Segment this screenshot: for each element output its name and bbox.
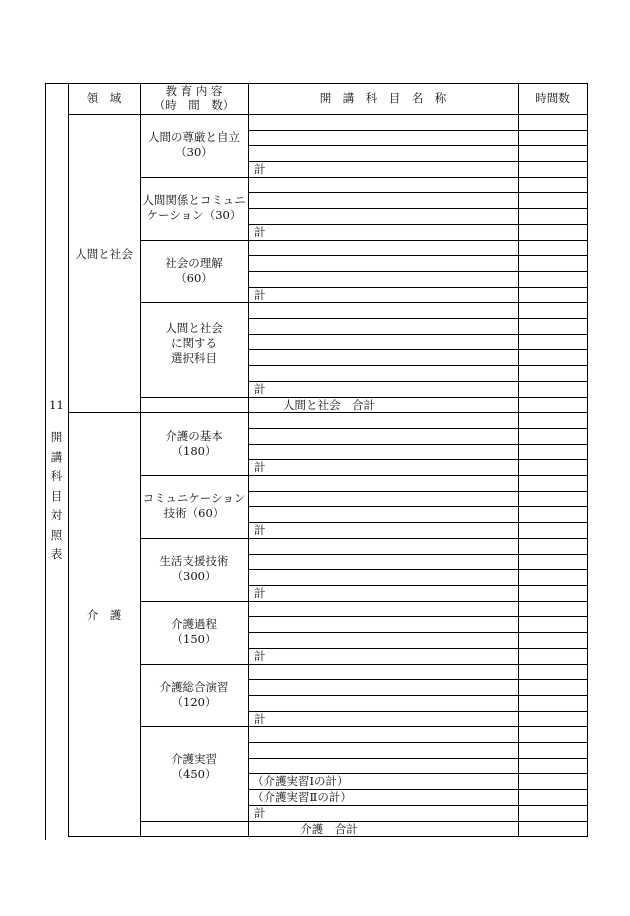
subtotal-label: 計 [254, 162, 266, 176]
content-group-label: （180） [171, 444, 217, 458]
row-rule [248, 208, 588, 209]
domain-total-label: 人間と社会 合計 [283, 398, 375, 412]
header-hours: 時間数 [535, 91, 570, 105]
row-rule [248, 742, 588, 743]
table-top-border [45, 83, 588, 84]
header-bottom-border [68, 114, 588, 115]
subtotal-label: 計 [254, 382, 266, 396]
content-group-label: 技術（60） [163, 506, 225, 520]
header-domain: 領 域 [86, 91, 122, 105]
domain-label: 介 護 [86, 608, 122, 622]
group-bottom-rule [140, 664, 588, 665]
content-group-label: （60） [175, 271, 213, 285]
row-rule [248, 318, 588, 319]
content-group-label: 生活支援技術 [159, 554, 229, 568]
group-bottom-rule [140, 302, 588, 303]
header-subject-name: 開 講 科 目 名 称 [319, 91, 447, 105]
section-title-char: 科 [50, 469, 63, 483]
subtotal-label: 計 [254, 806, 266, 820]
content-group-label: ケーション（30） [146, 208, 242, 222]
practicum1-label: （介護実習Ⅰの計） [252, 774, 349, 788]
row-rule [248, 585, 588, 586]
row-rule [248, 506, 588, 507]
subtotal-label: 計 [254, 288, 266, 302]
subtotal-label: 計 [254, 225, 266, 239]
group-bottom-rule [140, 177, 588, 178]
group-bottom-rule [140, 475, 588, 476]
subtotal-label: 計 [254, 586, 266, 600]
row-rule [248, 569, 588, 570]
subtotal-label: 計 [254, 649, 266, 663]
content-group-label: （150） [171, 632, 217, 646]
section-title-char: 対 [50, 508, 63, 522]
row-rule [248, 428, 588, 429]
content-group-label: （120） [171, 695, 217, 709]
section-title-char: 目 [50, 489, 63, 503]
row-rule [248, 145, 588, 146]
row-rule [248, 381, 588, 382]
row-rule [248, 255, 588, 256]
row-rule [248, 459, 588, 460]
content-group-label: 人間関係とコミュニ [142, 193, 246, 207]
content-group-label: 介護過程 [171, 617, 217, 631]
row-rule [248, 334, 588, 335]
row-rule [248, 130, 588, 131]
section-title-char: 開 [50, 430, 63, 444]
subtotal-label: 計 [254, 712, 266, 726]
content-group-label: 選択科目 [171, 351, 217, 365]
row-rule [248, 365, 588, 366]
domain-total-label: 介護 合計 [300, 822, 358, 836]
domain-label: 人間と社会 [75, 247, 133, 261]
content-group-label: （450） [171, 767, 217, 781]
row-rule [248, 648, 588, 649]
subtotal-label: 計 [254, 460, 266, 474]
domain-bottom-rule [68, 412, 588, 413]
row-rule [248, 632, 588, 633]
row-rule [248, 192, 588, 193]
subtotal-label: 計 [254, 523, 266, 537]
table-right-border [587, 83, 588, 836]
group-bottom-rule [140, 538, 588, 539]
group-bottom-rule [140, 726, 588, 727]
row-rule [248, 758, 588, 759]
content-column-border [248, 83, 249, 836]
row-rule [248, 491, 588, 492]
group-bottom-rule [140, 240, 588, 241]
content-group-label: に関する [171, 336, 217, 350]
section-number: 11 [49, 398, 64, 412]
row-rule [248, 679, 588, 680]
content-group-label: 人間の尊厳と自立 [148, 130, 240, 144]
row-rule [248, 287, 588, 288]
domain-bottom-rule [68, 836, 588, 837]
row-rule [248, 271, 588, 272]
section-title-char: 表 [50, 547, 63, 561]
domain-column-border [140, 83, 141, 836]
row-rule [248, 695, 588, 696]
content-group-label: （300） [171, 569, 217, 583]
practicum2-label: （介護実習Ⅱの計） [252, 790, 352, 804]
row-rule [248, 349, 588, 350]
header-content-line1: 教 育 内 容 [165, 84, 223, 98]
content-group-label: 人間と社会 [165, 321, 223, 335]
row-rule [248, 616, 588, 617]
side-title-border [68, 83, 69, 836]
header-content-line2: （時 間 数） [153, 98, 235, 112]
content-group-label: コミュニケーション [142, 491, 246, 505]
content-group-label: 介護の基本 [165, 429, 223, 443]
row-rule [248, 444, 588, 445]
row-rule [248, 711, 588, 712]
row-rule [248, 522, 588, 523]
row-rule [248, 161, 588, 162]
row-rule [248, 554, 588, 555]
content-group-label: 介護総合演習 [159, 680, 229, 694]
section-title-char: 照 [50, 528, 63, 542]
content-group-label: （30） [175, 145, 213, 159]
row-rule [248, 805, 588, 806]
row-rule [248, 224, 588, 225]
section-title-char: 講 [50, 450, 63, 464]
group-bottom-rule [140, 601, 588, 602]
content-group-label: 介護実習 [171, 752, 217, 766]
content-group-label: 社会の理解 [165, 256, 223, 270]
subject-column-border [518, 83, 519, 836]
